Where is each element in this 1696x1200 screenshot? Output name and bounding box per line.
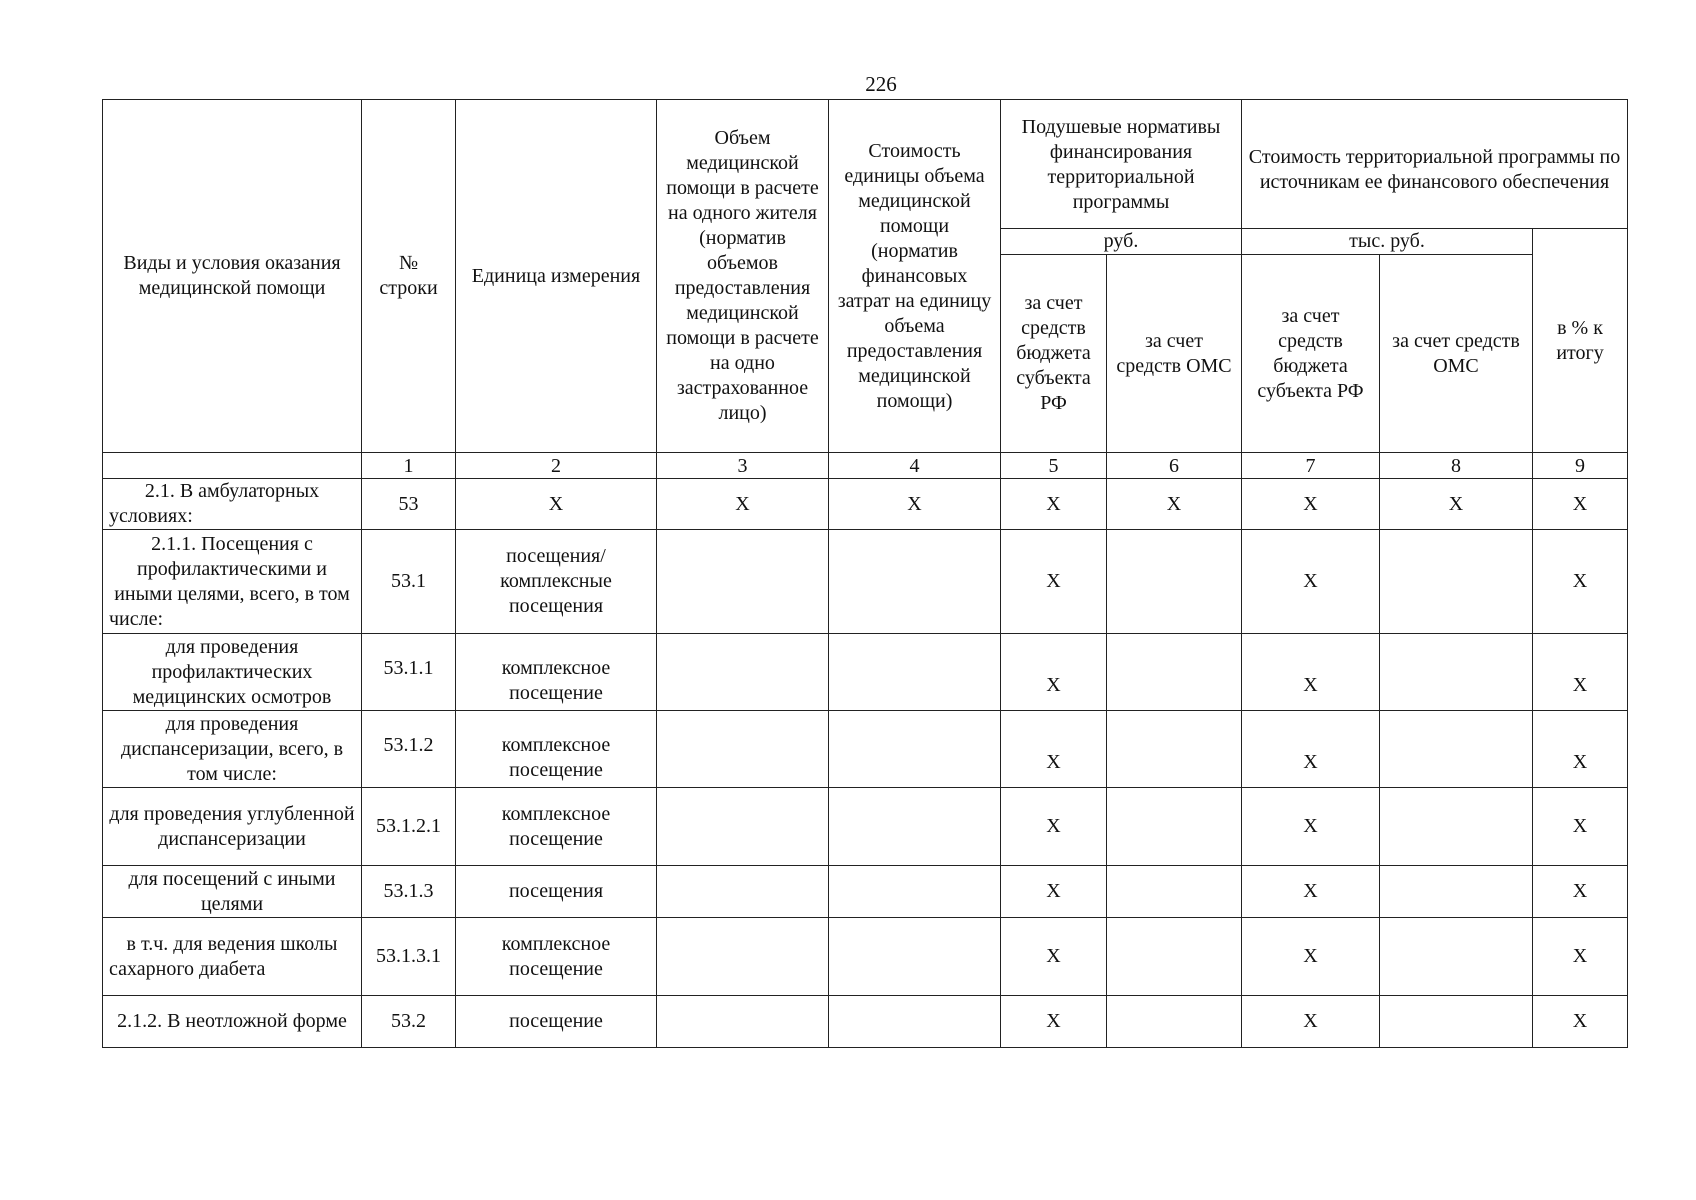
- table-row: [103, 479, 1628, 530]
- cell-oms-2: [1380, 918, 1533, 996]
- header-budget-rf-2: за счет средств бюджета субъекта РФ: [1242, 255, 1380, 453]
- cell-budget-rf: X: [1001, 479, 1107, 530]
- cell-volume: [657, 866, 829, 918]
- cell-budget-rf: X: [1001, 530, 1107, 634]
- cell-budget-rf: X: [1001, 711, 1107, 788]
- header-row-1: [103, 100, 1628, 229]
- cell-cost: [829, 634, 1001, 711]
- column-number-blank: [103, 453, 362, 479]
- table-row: [103, 634, 1628, 711]
- row-number: 53.1.2.1: [362, 788, 456, 866]
- row-number: 53.1.3.1: [362, 918, 456, 996]
- cell-cost: [829, 866, 1001, 918]
- cell-percent: X: [1533, 634, 1628, 711]
- column-number-row: [103, 453, 1628, 479]
- cell-oms: [1107, 866, 1242, 918]
- row-number: 53: [362, 479, 456, 530]
- row-unit: посещения/ комплексные посещения: [456, 530, 657, 634]
- cell-budget-rf: X: [1001, 866, 1107, 918]
- cell-oms-2: [1380, 634, 1533, 711]
- column-number: 4: [829, 453, 1001, 479]
- cell-budget-rf-2: X: [1242, 866, 1380, 918]
- cell-percent: X: [1533, 918, 1628, 996]
- cell-oms: [1107, 711, 1242, 788]
- cell-budget-rf: X: [1001, 918, 1107, 996]
- cell-oms: [1107, 996, 1242, 1048]
- cell-budget-rf-2: X: [1242, 711, 1380, 788]
- cell-oms-2: [1380, 866, 1533, 918]
- row-number: 53.1.2: [362, 711, 456, 788]
- row-name: для проведения углубленной диспансеризации: [103, 788, 362, 866]
- cell-volume: X: [657, 479, 829, 530]
- column-number: 6: [1107, 453, 1242, 479]
- cell-budget-rf-2: X: [1242, 918, 1380, 996]
- cell-volume: [657, 996, 829, 1048]
- cell-cost: X: [829, 479, 1001, 530]
- row-unit: посещение: [456, 996, 657, 1048]
- table-row: [103, 530, 1628, 634]
- row-unit: комплексное посещение: [456, 711, 657, 788]
- cell-cost: [829, 711, 1001, 788]
- row-name: для посещений с иными целями: [103, 866, 362, 918]
- column-number: 2: [456, 453, 657, 479]
- cell-volume: [657, 711, 829, 788]
- cell-oms-2: [1380, 530, 1533, 634]
- cell-oms-2: [1380, 711, 1533, 788]
- cell-budget-rf: X: [1001, 996, 1107, 1048]
- cell-cost: [829, 996, 1001, 1048]
- table-row: [103, 996, 1628, 1048]
- cell-volume: [657, 788, 829, 866]
- row-unit: комплексное посещение: [456, 918, 657, 996]
- cell-volume: [657, 530, 829, 634]
- cell-cost: [829, 918, 1001, 996]
- cell-percent: X: [1533, 530, 1628, 634]
- table-row: [103, 866, 1628, 918]
- cell-oms: X: [1107, 479, 1242, 530]
- row-number: 53.1.1: [362, 634, 456, 711]
- row-name: для проведения диспансеризации, всего, в том числе:: [103, 711, 362, 788]
- cell-oms: [1107, 530, 1242, 634]
- cell-oms-2: X: [1380, 479, 1533, 530]
- row-name: для проведения профилактических медицинских осмотров: [103, 634, 362, 711]
- column-number: 8: [1380, 453, 1533, 479]
- row-unit: комплексное посещение: [456, 788, 657, 866]
- header-rub: руб.: [1001, 229, 1242, 255]
- header-per-capita: Подушевые нормативы финансирования территориальной программы: [1001, 100, 1242, 229]
- row-unit: X: [456, 479, 657, 530]
- column-number: 5: [1001, 453, 1107, 479]
- cell-budget-rf: X: [1001, 788, 1107, 866]
- cell-budget-rf-2: X: [1242, 530, 1380, 634]
- cell-percent: X: [1533, 788, 1628, 866]
- column-number: 1: [362, 453, 456, 479]
- row-number: 53.2: [362, 996, 456, 1048]
- cell-budget-rf-2: X: [1242, 479, 1380, 530]
- cell-oms-2: [1380, 996, 1533, 1048]
- cell-oms: [1107, 918, 1242, 996]
- cell-percent: X: [1533, 711, 1628, 788]
- row-number: 53.1: [362, 530, 456, 634]
- row-name: 2.1.1. Посещения с профилактическими и иными целями, всего, в том числе:: [103, 530, 362, 634]
- column-number: 7: [1242, 453, 1380, 479]
- header-cost: Стоимость единицы объема медицинской помощи (норматив финансовых затрат на единицу объема предоставления медицинской помощи): [829, 100, 1001, 453]
- header-budget-rf: за счет средств бюджета субъекта РФ: [1001, 255, 1107, 453]
- cell-oms: [1107, 634, 1242, 711]
- cell-budget-rf-2: X: [1242, 634, 1380, 711]
- table-row: [103, 918, 1628, 996]
- cell-oms-2: [1380, 788, 1533, 866]
- row-unit: комплексное посещение: [456, 634, 657, 711]
- header-thous-rub: тыс. руб.: [1242, 229, 1533, 255]
- cell-budget-rf: X: [1001, 634, 1107, 711]
- header-percent: в % к итогу: [1533, 229, 1628, 453]
- table-row: [103, 711, 1628, 788]
- row-name: в т.ч. для ведения школы сахарного диабета: [103, 918, 362, 996]
- header-row-no: № строки: [362, 100, 456, 453]
- cell-volume: [657, 918, 829, 996]
- cell-percent: X: [1533, 479, 1628, 530]
- row-number: 53.1.3: [362, 866, 456, 918]
- row-unit: посещения: [456, 866, 657, 918]
- cell-percent: X: [1533, 996, 1628, 1048]
- cell-budget-rf-2: X: [1242, 788, 1380, 866]
- header-program-cost: Стоимость территориальной программы по источникам ее финансового обеспечения: [1242, 100, 1628, 229]
- row-name: 2.1. В амбулаторных условиях:: [103, 479, 362, 530]
- header-oms-2: за счет средств ОМС: [1380, 255, 1533, 453]
- header-unit: Единица измерения: [456, 100, 657, 453]
- column-number: 9: [1533, 453, 1628, 479]
- cell-oms: [1107, 788, 1242, 866]
- header-volume: Объем медицинской помощи в расчете на одного жителя (норматив объемов предоставления медицинской помощи в расчете на одно застрахованное лицо): [657, 100, 829, 453]
- row-name: 2.1.2. В неотложной форме: [103, 996, 362, 1048]
- cell-volume: [657, 634, 829, 711]
- table-row: [103, 788, 1628, 866]
- cell-percent: X: [1533, 866, 1628, 918]
- header-types: Виды и условия оказания медицинской помощи: [103, 100, 362, 453]
- cell-budget-rf-2: X: [1242, 996, 1380, 1048]
- cell-cost: [829, 788, 1001, 866]
- header-oms: за счет средств ОМС: [1107, 255, 1242, 453]
- financing-table: [102, 99, 1628, 1048]
- column-number: 3: [657, 453, 829, 479]
- cell-cost: [829, 530, 1001, 634]
- page-number: 226: [865, 72, 897, 96]
